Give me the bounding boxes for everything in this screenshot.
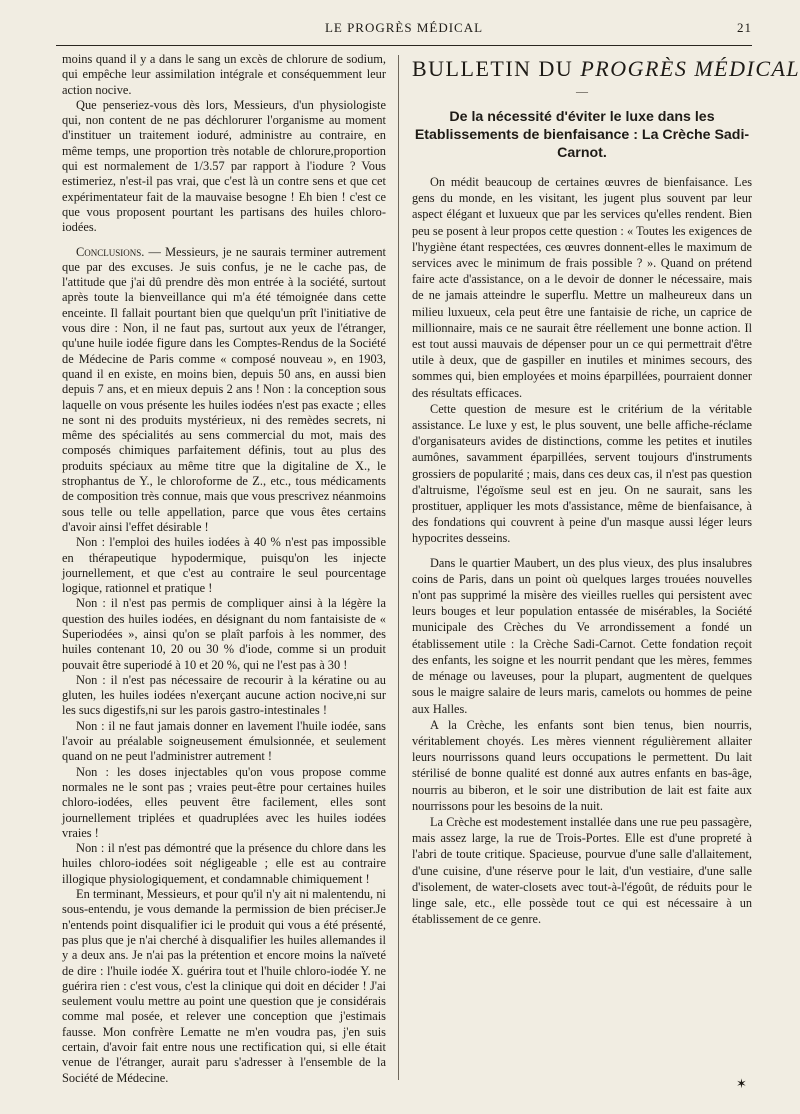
paragraph-text: Messieurs, je ne saurais terminer autrement que par des excuses. Je suis confus, je ne le cache pas, de l'attitude que j'ai dû prendre dès mon entrée à la société, surtout après toute la bienveillance qui m'a été témoignée dans cette enceinte. Il fallait pourtant bien que quelqu'un prît l'initiative de vous dire : Non, il ne faut pas, surtout aux yeux de l'étranger, qu'une huile iodée figure dans les Comptes-Rendus de la Société de Médecine de Paris comme « composé nouveau », en 1903, quand il en existe, en moins bien, depuis 50 ans, en aussi bien depuis 7 ans, et en mieux depuis 2 ans ! Non : la conception sous laquelle on vous présente les huiles iodées n'est pas exacte ; elles ne sont ni des produits mystérieux, ni des remèdes secrets, ni même des spécialités au sens commercial du mot, mais des composés chimiques parfaitement définis, tout au plus des produits spéciaux au même titre que la digitaline de X., le strophantus de Y., le chloroforme de Z., etc., tous médicaments de composition très connue, mais que vous prescrivez néanmoins sous telle ou telle appellation, parce que vous êtes certains d'avoir ainsi l'effet désirable !	[62, 244, 386, 534]
paragraph: Non : il n'est pas nécessaire de recourir à la kératine ou au gluten, les huiles iodées n'exerçant aucune action nocive,ni sur les sucs digestifs,ni sur les parois gastro-intestinales !	[62, 672, 386, 718]
paragraph: A la Crèche, les enfants sont bien tenus, bien nourris, véritablement choyés. Les mères viennent régulièrement allaiter leurs nourrissons quand leurs occupations le permettent. Du lait stérilisé de bonne qualité est donné aux autres enfants en bas-âge, nourris au biberon, et le soir une distribution de lait est faite aux nourrissons pour les besoins de la nuit.	[412, 717, 752, 813]
conclusions-label: Conclusions. —	[76, 244, 161, 259]
paragraph: moins quand il y a dans le sang un excès de chlorure de sodium, qui empêche leur assimilation intégrale et conséquemment leur action nocive.	[62, 52, 386, 97]
running-title: LE PROGRÈS MÉDICAL	[324, 20, 484, 35]
paragraph: Cette question de mesure est le critérium de la véritable assistance. Le luxe y est, le plus souvent, une belle affiche-réclame d'organisateurs avides de distinctions, comme les petites et inutiles aumônes, savamment éparpillées, servent toujours d'instruments grossiers de popularité ; mais, dans ces deux cas, il n'est pas question d'altruisme, l'égoïsme seul est en jeu. On ne saurait, sans les prostituer, appliquer les mots d'assistance, même de bienfaisance, à des fondations qui couvrent à peine d'un masque aussi léger leurs hypocrites desseins.	[412, 401, 752, 546]
paragraph: Non : l'emploi des huiles iodées à 40 % n'est pas impossible en thérapeutique hypodermique, puisqu'on les injecte journellement, et que c'est au contraire le seul pourcentage logique, rationnel et pratique !	[62, 535, 386, 596]
page-number: 21	[737, 20, 752, 35]
right-column	[412, 56, 800, 927]
header-rule	[56, 45, 752, 46]
heading-separator: —	[576, 84, 588, 98]
running-header	[56, 20, 752, 42]
paragraph	[62, 245, 386, 536]
paragraph: Non : il ne faut jamais donner en lavement l'huile iodée, sans l'avoir au préalable soigneusement émulsionnée, et seulement quand on ne peut l'administrer autrement !	[62, 718, 386, 764]
end-mark: ✶	[736, 1076, 747, 1091]
paragraph: On médit beaucoup de certaines œuvres de bienfaisance. Les gens du monde, en les visitant, les jugent plus souvent par leur aspect élégant et luxueux que par les services qu'elles rendent. Bien peu se posent à leur propos cette question : « Toutes les exigences de l'hygiène étant respectées, ces œuvres donnent-elles le maximum de services avec le minimum de frais possible ? ». Quand on prétend faire acte d'assistance, on a le devoir de donner le nécessaire, mais de ne jamais atteindre le superflu. Mettre un malheureux dans un milieu luxueux, cela peut être une fantaisie de riche, un caprice de millionnaire, mais ce ne saurait être réellement une bonne action. Il est tout aussi mauvais de dépenser pour un ce qui permettrait d'être utile à deux, que de gaspiller en inutiles et minimes secours, des sommes qui, bien employées et moins éparpillées, pourraient donner des résultats efficaces.	[412, 175, 752, 400]
bulletin-heading	[412, 56, 800, 82]
paragraph: En terminant, Messieurs, et pour qu'il n'y ait ni malentendu, ni sous-entendu, je vous demande la permission de bien préciser.Je n'entends point disqualifier ici le produit qui vous a été présenté, pas plus que je n'ai cherché à disqualifier les huiles allemandes il y a deux ans. Je n'ai pas la prétention et encore moins la naïveté de dire : l'huile iodée X. guérira tout et l'huile chloro-iodée Y. ne guérira rien : c'est vous, c'est la clinique qui doit en décider ! J'ai seulement voulu mettre au point une question que je considérais comme mal posée, et relever une conception que j'estimais fausse. Mon confrère Lematte ne m'en voudra pas, j'en suis certain, d'avoir fait entre nous une rectification qui, si elle était venue de l'étranger, aurait paru s'adresser à l'ensemble de la Société de Médecine.	[62, 887, 386, 1085]
paragraph: Que penseriez-vous dès lors, Messieurs, d'un physiologiste qui, non content de ne pas déchlorurer l'organisme au moment d'instituer un traitement ioduré, administre au contraire, en même temps, une proportion très notable de chlorure,proportion qui est normalement de 1/3.57 par rapport à l'iodure ? Vous estimeriez, n'est-il pas vrai, que c'est là un contre sens et que cet expérimentateur fait de la mauvaise besogne ! Eh bien ! c'est ce que vous proposent pourtant les partisans des huiles chloro-iodées.	[62, 97, 386, 235]
paragraph: Non : les doses injectables qu'on vous propose comme normales ne le sont pas ; vraies peut-être pour certaines huiles chloro-iodées, elles peuvent être facilement, elles sont journellement triplées et quadruplées avec les huiles iodées vraies !	[62, 764, 386, 840]
bulletin-title-italic: PROGRÈS MÉDICAL	[580, 56, 800, 81]
left-column	[62, 52, 386, 1086]
paragraph: Non : il n'est pas permis de compliquer ainsi à la légère la question des huiles iodées, en désignant du nom fantaisiste de « Superiodées », ainsi qu'on se plaît parfois à les nommer, des huiles contenant 10, 20 ou 30 % d'iode, comme si un produit pouvait être superiodé à 10 et 20 %, qui ne l'est pas à 30 !	[62, 596, 386, 672]
paragraph: Non : il n'est pas démontré que la présence du chlore dans les huiles chloro-iodées soit négligeable ; elle est au contraire illogique physiologiquement, et condamnable chimiquement !	[62, 841, 386, 886]
article-title: De la nécessité d'éviter le luxe dans les Etablissements de bienfaisance : La Crèche Sadi-Carnot.	[414, 109, 750, 161]
bulletin-title: BULLETIN DU	[412, 56, 574, 81]
column-divider	[398, 55, 399, 1080]
paragraph: Dans le quartier Maubert, un des plus vieux, des plus insalubres coins de Paris, dans un point où quelques larges trouées nouvelles n'ont pas supprimé la misère des vieilles ruelles qui persistent avec leurs bouges et leur population entassée de misérables, la Société municipale des Crèches du Ve arrondissement a fondé un établissement utile : la Crèche Sadi-Carnot. Cette fondation reçoit des enfants, les soigne et les nourrit pendant que les mères, femmes de ménage ou laveuses, pour la plupart, augmentent de quelques sous le maigre salaire de leurs maris, camelots ou hommes de peine aux Halles.	[412, 555, 752, 716]
paragraph: La Crèche est modestement installée dans une rue peu passagère, mais assez large, la rue de Trois-Portes. Elle est d'une propreté à l'abri de toute critique. Spacieuse, pourvue d'une salle d'allaitement, d'une cuisine, d'une réserve pour le lait, d'un vestiaire, d'une salle d'isolement, de water-closets avec tout-à-l'égoût, de réduits pour le linge sale, etc., elle possède tout ce qui est nécessaire à un établissement de ce genre.	[412, 814, 752, 927]
